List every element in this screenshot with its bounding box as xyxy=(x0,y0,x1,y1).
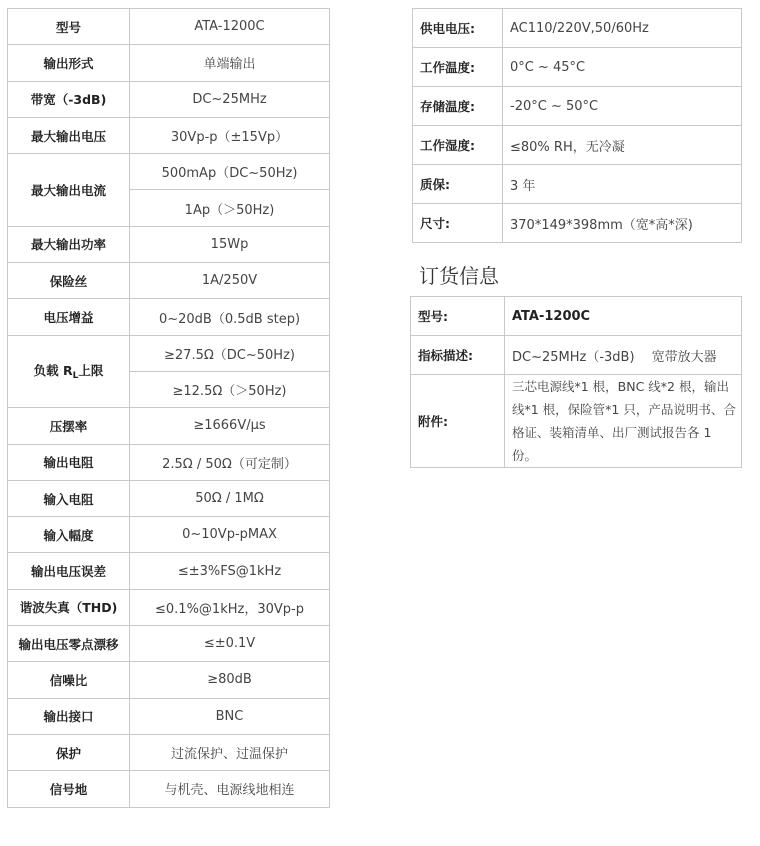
spec-label: 信噪比 xyxy=(8,662,130,698)
spec-value: 1Ap（＞50Hz) xyxy=(130,190,330,226)
spec-label: 输出接口 xyxy=(8,698,130,734)
spec-label: 信号地 xyxy=(8,771,130,807)
spec-value: ≤±0.1V xyxy=(130,626,330,662)
table-row xyxy=(8,771,330,807)
spec-value: 15Wp xyxy=(130,226,330,262)
spec-label: 带宽（-3dB) xyxy=(8,81,130,117)
table-row xyxy=(8,734,330,770)
spec-value: ≥1666V/μs xyxy=(130,408,330,444)
spec-label: 输入幅度 xyxy=(8,517,130,553)
table-row xyxy=(413,87,742,126)
table-row xyxy=(8,662,330,698)
spec-label: 输出形式 xyxy=(8,45,130,81)
order-label: 型号: xyxy=(411,297,505,336)
env-label: 尺寸: xyxy=(413,204,503,243)
spec-value: 2.5Ω / 50Ω（可定制） xyxy=(130,444,330,480)
spec-label xyxy=(8,335,130,408)
spec-value: 过流保护、过温保护 xyxy=(130,734,330,770)
spec-label: 压摆率 xyxy=(8,408,130,444)
env-value: -20°C ~ 50°C xyxy=(503,87,742,126)
spec-label: 电压增益 xyxy=(8,299,130,335)
table-row xyxy=(8,226,330,262)
spec-value: ≤0.1%@1kHz，30Vp-p xyxy=(130,589,330,625)
spec-value: ≥12.5Ω（＞50Hz) xyxy=(130,371,330,407)
env-label: 供电电压: xyxy=(413,9,503,48)
table-row xyxy=(8,299,330,335)
env-label: 质保: xyxy=(413,165,503,204)
spec-label-suffix: 上限 xyxy=(78,363,104,379)
spec-label: 最大输出电流 xyxy=(8,154,130,227)
table-row xyxy=(8,553,330,589)
spec-label: 保险丝 xyxy=(8,263,130,299)
specification-table xyxy=(7,8,330,808)
order-value: ATA-1200C xyxy=(505,297,742,336)
table-row xyxy=(8,698,330,734)
spec-value: 1A/250V xyxy=(130,263,330,299)
order-label: 附件: xyxy=(411,375,505,468)
spec-value: ≥80dB xyxy=(130,662,330,698)
table-row xyxy=(8,81,330,117)
table-row xyxy=(8,263,330,299)
table-row xyxy=(8,626,330,662)
env-value: 3 年 xyxy=(503,165,742,204)
table-row xyxy=(411,375,742,468)
env-value: AC110/220V,50/60Hz xyxy=(503,9,742,48)
order-value: DC~25MHz（-3dB) 宽带放大器 xyxy=(505,336,742,375)
spec-label: 最大输出功率 xyxy=(8,226,130,262)
table-row xyxy=(8,154,330,190)
order-info-table xyxy=(410,296,742,468)
spec-value: BNC xyxy=(130,698,330,734)
spec-label: 输出电压零点漂移 xyxy=(8,626,130,662)
spec-value: 0~10Vp-pMAX xyxy=(130,517,330,553)
table-row xyxy=(8,517,330,553)
table-row xyxy=(413,126,742,165)
environment-table xyxy=(412,8,742,243)
spec-value: 500mAp（DC~50Hz) xyxy=(130,154,330,190)
env-value: 0°C ~ 45°C xyxy=(503,48,742,87)
order-label: 指标描述: xyxy=(411,336,505,375)
spec-value: ≥27.5Ω（DC~50Hz) xyxy=(130,335,330,371)
env-label: 工作温度: xyxy=(413,48,503,87)
table-row xyxy=(8,117,330,153)
env-label: 工作湿度: xyxy=(413,126,503,165)
env-value: ≤80% RH，无冷凝 xyxy=(503,126,742,165)
table-row xyxy=(411,297,742,336)
spec-label: 最大输出电压 xyxy=(8,117,130,153)
env-label: 存储温度: xyxy=(413,87,503,126)
spec-value: 50Ω / 1MΩ xyxy=(130,480,330,516)
order-value: 三芯电源线*1 根，BNC 线*2 根，输出线*1 根，保险管*1 只，产品说明书、合格证、装箱清单、出厂测试报告各 1 份。 xyxy=(505,375,742,468)
table-row xyxy=(8,408,330,444)
table-row xyxy=(413,9,742,48)
spec-label: 输出电压误差 xyxy=(8,553,130,589)
table-row xyxy=(413,165,742,204)
spec-value: 与机壳、电源线地相连 xyxy=(130,771,330,807)
table-row xyxy=(411,336,742,375)
spec-label: 型号 xyxy=(8,9,130,45)
table-row xyxy=(413,48,742,87)
spec-value: 单端输出 xyxy=(130,45,330,81)
spec-label-subscript: L xyxy=(72,371,79,382)
spec-value: DC~25MHz xyxy=(130,81,330,117)
table-row xyxy=(8,589,330,625)
env-value: 370*149*398mm（宽*高*深) xyxy=(503,204,742,243)
order-info-heading: 订货信息 xyxy=(419,264,499,288)
spec-value: ≤±3%FS@1kHz xyxy=(130,553,330,589)
table-row xyxy=(8,9,330,45)
table-row xyxy=(8,480,330,516)
spec-label: 输入电阻 xyxy=(8,480,130,516)
spec-value: 30Vp-p（±15Vp） xyxy=(130,117,330,153)
table-row xyxy=(8,335,330,371)
table-row xyxy=(413,204,742,243)
spec-value: ATA-1200C xyxy=(130,9,330,45)
spec-value: 0~20dB（0.5dB step) xyxy=(130,299,330,335)
table-row xyxy=(8,444,330,480)
spec-label-prefix: 负载 R xyxy=(33,363,73,379)
spec-label: 保护 xyxy=(8,734,130,770)
spec-label: 输出电阻 xyxy=(8,444,130,480)
spec-label: 谐波失真（THD) xyxy=(8,589,130,625)
table-row xyxy=(8,45,330,81)
